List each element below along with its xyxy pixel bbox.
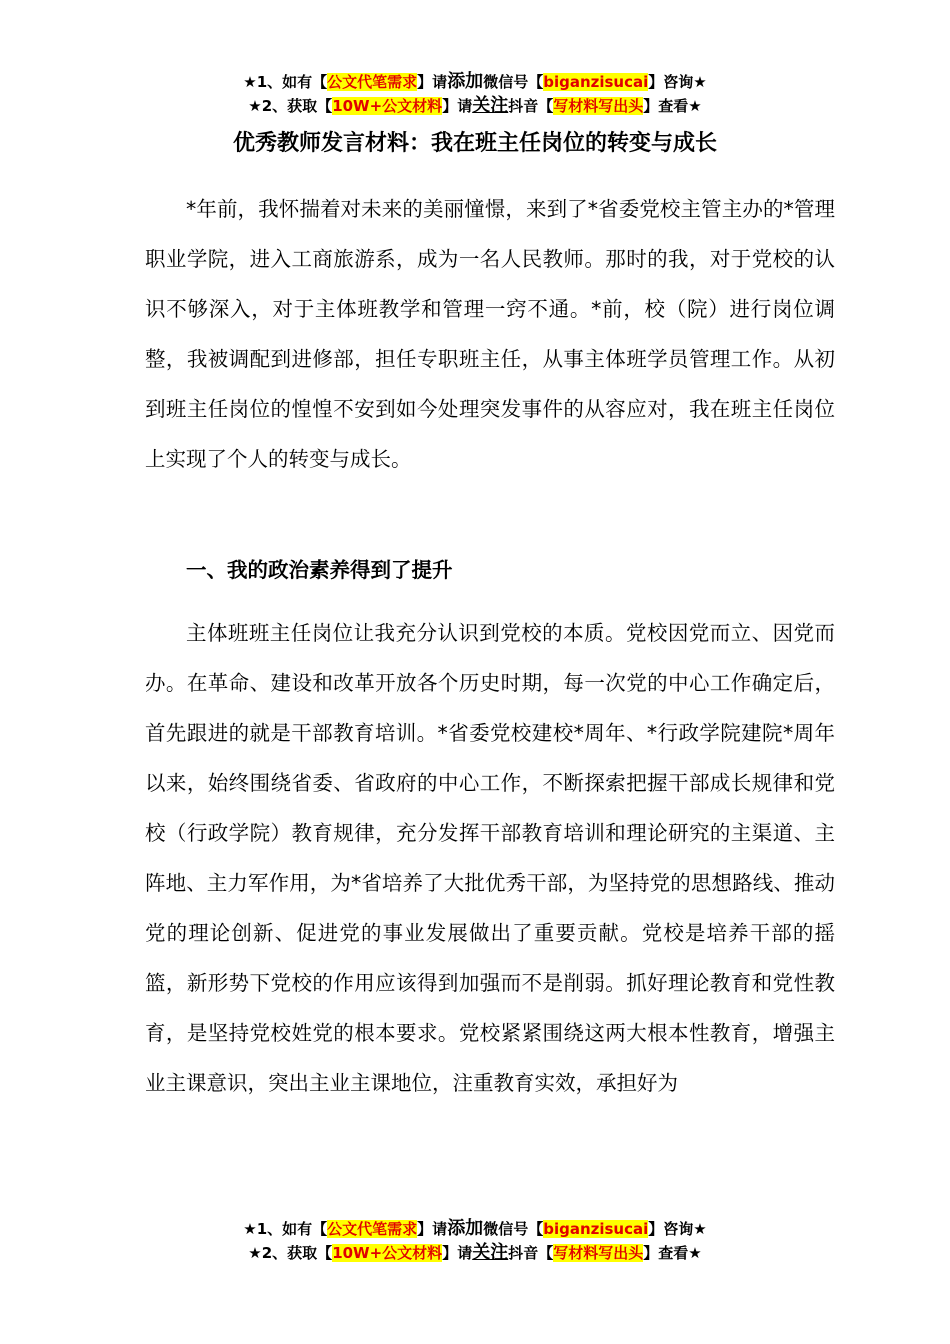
section-heading: 一、我的政治素养得到了提升 <box>186 558 453 582</box>
document-title: 优秀教师发言材料：我在班主任岗位的转变与成长 <box>232 131 717 156</box>
paragraph-text: *年前，我怀揣着对未来的美丽憧憬，来到了*省委党校主管主办的*管理职业学院，进入工商旅游系，成为一名人民教师。那时的我，对于党校的认识不够深入，对于主体班教学和管理一窍不通。*前，校（院）进行岗位调整，我被调配到进修部，担任专职班主任，从事主体班学员管理工作。从初到班主任岗位的惶惶不安到如今处理突发事件的从容应对，我在班主任岗位上实现了个人的转变与成长。 <box>145 197 835 471</box>
banner-text: 】咨询★ <box>648 1220 707 1238</box>
banner-highlight: 10W+公文材料 <box>332 1244 443 1262</box>
paragraph-section1 <box>145 608 835 1108</box>
banner-emphasis: 添加 <box>447 1218 484 1239</box>
banner-text: ★1、如有【 <box>243 1220 328 1238</box>
banner-text: 】查看★ <box>643 1244 702 1262</box>
banner-line-2 <box>0 1241 950 1265</box>
banner-line-2 <box>0 94 950 118</box>
banner-text: 】咨询★ <box>648 73 707 91</box>
banner-emphasis: 关注 <box>472 1242 509 1263</box>
banner-highlight: biganzisucai <box>543 73 649 91</box>
banner-text: ★2、获取【 <box>248 1244 333 1262</box>
banner-highlight: 公文代笔需求 <box>327 73 418 91</box>
banner-text: 微信号【 <box>483 73 544 91</box>
banner-line-1 <box>0 1217 950 1241</box>
paragraph-intro <box>145 184 835 484</box>
banner-text: 微信号【 <box>483 1220 544 1238</box>
banner-text: 抖音【 <box>508 1244 554 1262</box>
banner-line-1 <box>0 70 950 94</box>
banner-highlight: biganzisucai <box>543 1220 649 1238</box>
banner-highlight: 10W+公文材料 <box>332 97 443 115</box>
banner-highlight: 写材料写出头 <box>553 1244 644 1262</box>
banner-highlight: 公文代笔需求 <box>327 1220 418 1238</box>
banner-text: ★2、获取【 <box>248 97 333 115</box>
banner-text: 】请 <box>417 73 448 91</box>
banner-text: 】请 <box>442 1244 473 1262</box>
banner-text: 抖音【 <box>508 97 554 115</box>
banner-text: ★1、如有【 <box>243 73 328 91</box>
paragraph-text: 主体班班主任岗位让我充分认识到党校的本质。党校因党而立、因党而办。在革命、建设和改革开放各个历史时期，每一次党的中心工作确定后，首先跟进的就是干部教育培训。*省委党校建校*周年、*行政学院建院*周年以来，始终围绕省委、省政府的中心工作，不断探索把握干部成长规律和党校（行政学院）教育规律，充分发挥干部教育培训和理论研究的主渠道、主阵地、主力军作用，为*省培养了大批优秀干部，为坚持党的思想路线、推动党的理论创新、促进党的事业发展做出了重要贡献。党校是培养干部的摇篮，新形势下党校的作用应该得到加强而不是削弱。抓好理论教育和党性教育，是坚持党校姓党的根本要求。党校紧紧围绕这两大根本性教育，增强主业主课意识，突出主业主课地位，注重教育实效，承担好为 <box>145 621 835 1095</box>
banner-emphasis: 添加 <box>447 71 484 92</box>
banner-text: 】请 <box>442 97 473 115</box>
banner-highlight: 写材料写出头 <box>553 97 644 115</box>
banner-text: 】请 <box>417 1220 448 1238</box>
footer-banner <box>0 1217 950 1265</box>
header-banner <box>0 70 950 118</box>
banner-text: 】查看★ <box>643 97 702 115</box>
banner-emphasis: 关注 <box>472 95 509 116</box>
